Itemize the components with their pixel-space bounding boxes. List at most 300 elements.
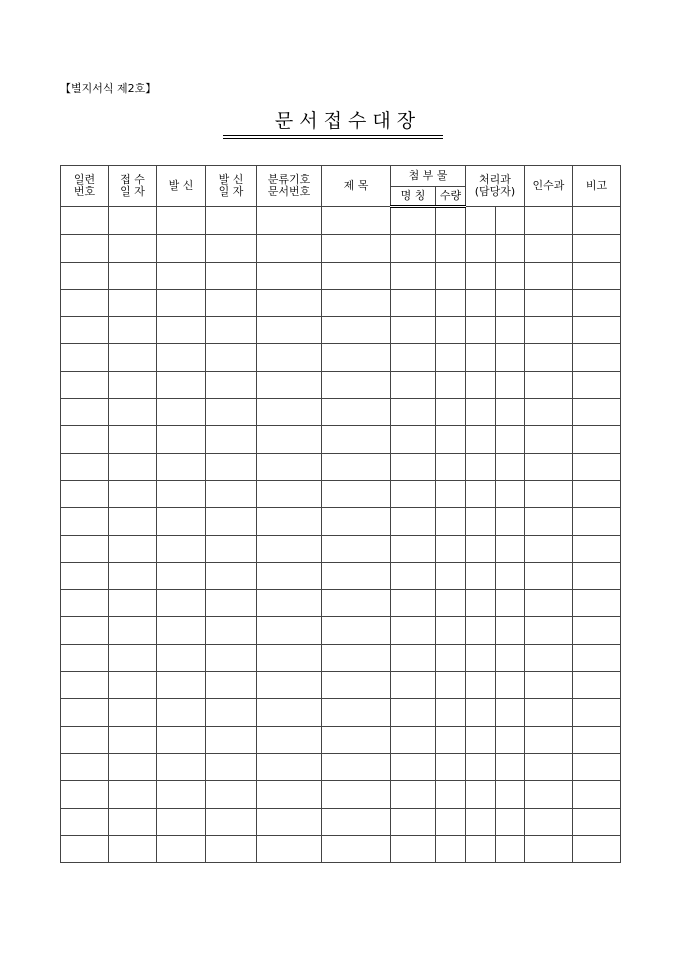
table-cell[interactable] [436,562,466,589]
table-cell[interactable] [525,835,573,862]
table-cell[interactable] [257,726,322,753]
table-cell[interactable] [157,344,206,371]
table-cell[interactable] [391,835,436,862]
table-cell[interactable] [496,371,525,398]
table-cell[interactable] [61,317,109,344]
table-cell[interactable] [466,426,496,453]
table-cell[interactable] [157,781,206,808]
table-cell[interactable] [496,644,525,671]
table-cell[interactable] [109,289,157,316]
table-cell[interactable] [322,617,391,644]
table-cell[interactable] [257,590,322,617]
table-cell[interactable] [525,235,573,262]
table-cell[interactable] [573,399,621,426]
table-cell[interactable] [496,207,525,235]
table-cell[interactable] [61,262,109,289]
table-cell[interactable] [157,535,206,562]
table-cell[interactable] [157,808,206,835]
col-header-attachment-name: 명 칭 [391,187,436,207]
table-cell[interactable] [573,371,621,398]
table-cell[interactable] [466,262,496,289]
table-cell[interactable] [391,453,436,480]
table-cell[interactable] [573,207,621,235]
table-cell[interactable] [109,562,157,589]
table-cell[interactable] [573,835,621,862]
table-cell[interactable] [466,399,496,426]
table-cell[interactable] [573,480,621,507]
table-cell[interactable] [257,480,322,507]
table-cell[interactable] [436,726,466,753]
table-cell[interactable] [257,835,322,862]
table-cell[interactable] [206,562,257,589]
table-cell[interactable] [525,399,573,426]
table-cell[interactable] [61,289,109,316]
table-cell[interactable] [496,835,525,862]
table-cell[interactable] [573,808,621,835]
table-cell[interactable] [466,644,496,671]
table-cell[interactable] [109,535,157,562]
table-cell[interactable] [109,753,157,780]
table-cell[interactable] [206,644,257,671]
form-label: 【별지서식 제2호】 [60,82,157,95]
table-cell[interactable] [436,699,466,726]
table-cell[interactable] [391,753,436,780]
table-cell[interactable] [109,781,157,808]
table-cell[interactable] [391,508,436,535]
table-cell[interactable] [466,590,496,617]
table-cell[interactable] [257,344,322,371]
table-cell[interactable] [573,426,621,453]
table-cell[interactable] [436,781,466,808]
table-cell[interactable] [109,426,157,453]
table-cell[interactable] [322,781,391,808]
table-cell[interactable] [525,617,573,644]
table-cell[interactable] [157,262,206,289]
table-cell[interactable] [496,480,525,507]
table-cell[interactable] [157,617,206,644]
table-cell[interactable] [496,781,525,808]
table-cell[interactable] [157,508,206,535]
table-cell[interactable] [466,371,496,398]
table-cell[interactable] [573,617,621,644]
table-cell[interactable] [206,207,257,235]
table-cell[interactable] [257,399,322,426]
table-cell[interactable] [322,508,391,535]
table-cell[interactable] [391,235,436,262]
table-cell[interactable] [322,453,391,480]
table-cell[interactable] [391,262,436,289]
table-cell[interactable] [61,808,109,835]
table-cell[interactable] [525,426,573,453]
table-cell[interactable] [496,399,525,426]
table-cell[interactable] [206,289,257,316]
col-header-attachment-qty: 수량 [436,187,466,207]
table-cell[interactable] [391,617,436,644]
table-cell[interactable] [436,207,466,235]
table-cell[interactable] [573,317,621,344]
table-cell[interactable] [466,289,496,316]
table-cell[interactable] [322,535,391,562]
table-cell[interactable] [573,508,621,535]
table-cell[interactable] [257,535,322,562]
table-cell[interactable] [436,808,466,835]
table-cell[interactable] [109,262,157,289]
table-cell[interactable] [206,399,257,426]
table-cell[interactable] [525,453,573,480]
table-cell[interactable] [257,617,322,644]
table-cell[interactable] [525,207,573,235]
table-cell[interactable] [466,480,496,507]
table-cell[interactable] [157,562,206,589]
table-cell[interactable] [206,590,257,617]
table-cell[interactable] [322,480,391,507]
table-row [61,289,621,316]
table-cell[interactable] [157,480,206,507]
table-cell[interactable] [61,207,109,235]
table-cell[interactable] [109,672,157,699]
table-cell[interactable] [206,262,257,289]
table-cell[interactable] [496,508,525,535]
table-cell[interactable] [257,699,322,726]
table-cell[interactable] [436,426,466,453]
table-cell[interactable] [391,207,436,235]
table-cell[interactable] [257,644,322,671]
table-cell[interactable] [573,289,621,316]
table-cell[interactable] [573,562,621,589]
table-cell[interactable] [257,808,322,835]
table-cell[interactable] [109,453,157,480]
table-cell[interactable] [496,426,525,453]
table-cell[interactable] [157,317,206,344]
table-cell[interactable] [109,399,157,426]
table-cell[interactable] [206,535,257,562]
table-cell[interactable] [573,644,621,671]
table-cell[interactable] [206,453,257,480]
table-cell[interactable] [322,562,391,589]
table-cell[interactable] [322,726,391,753]
table-cell[interactable] [391,808,436,835]
table-cell[interactable] [391,317,436,344]
table-cell[interactable] [61,426,109,453]
table-cell[interactable] [257,753,322,780]
table-cell[interactable] [436,399,466,426]
table-cell[interactable] [109,699,157,726]
table-cell[interactable] [525,262,573,289]
ledger-body [61,207,621,863]
table-cell[interactable] [525,562,573,589]
table-cell[interactable] [391,726,436,753]
table-cell[interactable] [525,808,573,835]
table-cell[interactable] [109,235,157,262]
table-cell[interactable] [466,699,496,726]
table-cell[interactable] [496,262,525,289]
table-cell[interactable] [573,699,621,726]
table-cell[interactable] [322,207,391,235]
col-header-serial-no: 일련 번호 [61,166,109,207]
table-row [61,426,621,453]
table-row [61,399,621,426]
table-row [61,726,621,753]
table-cell[interactable] [257,508,322,535]
table-cell[interactable] [391,562,436,589]
table-cell[interactable] [206,753,257,780]
table-cell[interactable] [525,289,573,316]
table-cell[interactable] [525,590,573,617]
title-underline [223,135,443,136]
table-cell[interactable] [61,535,109,562]
table-cell[interactable] [466,726,496,753]
table-cell[interactable] [157,590,206,617]
table-cell[interactable] [109,808,157,835]
table-cell[interactable] [322,399,391,426]
table-cell[interactable] [391,781,436,808]
table-cell[interactable] [391,535,436,562]
table-cell[interactable] [61,399,109,426]
table-cell[interactable] [436,672,466,699]
table-cell[interactable] [391,672,436,699]
table-cell[interactable] [391,590,436,617]
table-cell[interactable] [322,426,391,453]
table-cell[interactable] [466,535,496,562]
table-cell[interactable] [257,562,322,589]
table-cell[interactable] [206,699,257,726]
table-cell[interactable] [257,317,322,344]
table-cell[interactable] [391,480,436,507]
table-cell[interactable] [322,344,391,371]
table-cell[interactable] [61,562,109,589]
table-cell[interactable] [496,344,525,371]
table-cell[interactable] [525,753,573,780]
table-cell[interactable] [157,672,206,699]
table-cell[interactable] [61,235,109,262]
table-cell[interactable] [257,453,322,480]
table-cell[interactable] [322,808,391,835]
table-cell[interactable] [206,835,257,862]
table-cell[interactable] [109,344,157,371]
table-cell[interactable] [109,590,157,617]
table-cell[interactable] [466,835,496,862]
table-cell[interactable] [436,835,466,862]
table-cell[interactable] [206,508,257,535]
table-cell[interactable] [157,235,206,262]
table-cell[interactable] [61,672,109,699]
table-cell[interactable] [496,699,525,726]
table-cell[interactable] [573,235,621,262]
table-cell[interactable] [436,289,466,316]
table-cell[interactable] [466,344,496,371]
table-cell[interactable] [61,644,109,671]
table-cell[interactable] [525,371,573,398]
table-cell[interactable] [525,344,573,371]
table-cell[interactable] [109,644,157,671]
table-cell[interactable] [61,453,109,480]
table-cell[interactable] [61,480,109,507]
table-cell[interactable] [391,289,436,316]
table-cell[interactable] [496,562,525,589]
table-cell[interactable] [525,726,573,753]
table-cell[interactable] [436,344,466,371]
table-cell[interactable] [496,289,525,316]
table-cell[interactable] [157,726,206,753]
table-cell[interactable] [391,344,436,371]
table-cell[interactable] [466,453,496,480]
table-cell[interactable] [206,317,257,344]
table-cell[interactable] [109,317,157,344]
table-cell[interactable] [206,781,257,808]
table-cell[interactable] [109,371,157,398]
table-cell[interactable] [157,453,206,480]
table-cell[interactable] [496,672,525,699]
table-cell[interactable] [61,753,109,780]
table-cell[interactable] [157,207,206,235]
table-cell[interactable] [322,590,391,617]
table-cell[interactable] [466,781,496,808]
table-cell[interactable] [61,726,109,753]
table-cell[interactable] [61,835,109,862]
table-cell[interactable] [466,235,496,262]
table-cell[interactable] [322,262,391,289]
table-cell[interactable] [496,617,525,644]
table-cell[interactable] [525,672,573,699]
table-cell[interactable] [525,317,573,344]
table-cell[interactable] [496,808,525,835]
table-cell[interactable] [436,235,466,262]
table-cell[interactable] [157,426,206,453]
table-cell[interactable] [157,371,206,398]
table-cell[interactable] [436,317,466,344]
table-cell[interactable] [322,753,391,780]
table-cell[interactable] [466,617,496,644]
table-cell[interactable] [436,453,466,480]
table-cell[interactable] [436,590,466,617]
table-cell[interactable] [322,835,391,862]
table-cell[interactable] [496,317,525,344]
table-cell[interactable] [496,235,525,262]
table-cell[interactable] [322,371,391,398]
table-cell[interactable] [573,535,621,562]
table-cell[interactable] [109,835,157,862]
table-cell[interactable] [257,781,322,808]
table-cell[interactable] [573,453,621,480]
table-cell[interactable] [322,644,391,671]
table-cell[interactable] [322,289,391,316]
table-cell[interactable] [573,726,621,753]
table-cell[interactable] [322,699,391,726]
table-cell[interactable] [257,262,322,289]
table-cell[interactable] [61,371,109,398]
col-header-class-code: 분류기호 문서번호 [257,166,322,207]
table-cell[interactable] [391,399,436,426]
table-cell[interactable] [436,617,466,644]
table-cell[interactable] [206,480,257,507]
table-cell[interactable] [391,426,436,453]
table-cell[interactable] [466,508,496,535]
table-cell[interactable] [466,207,496,235]
table-cell[interactable] [525,699,573,726]
table-cell[interactable] [61,617,109,644]
table-cell[interactable] [466,753,496,780]
table-cell[interactable] [573,590,621,617]
table-cell[interactable] [206,672,257,699]
table-cell[interactable] [206,235,257,262]
table-cell[interactable] [257,207,322,235]
table-cell[interactable] [573,344,621,371]
table-cell[interactable] [257,371,322,398]
table-cell[interactable] [436,371,466,398]
table-cell[interactable] [496,453,525,480]
table-cell[interactable] [436,480,466,507]
table-cell[interactable] [496,535,525,562]
table-cell[interactable] [525,781,573,808]
table-cell[interactable] [257,289,322,316]
table-cell[interactable] [496,726,525,753]
table-cell[interactable] [525,508,573,535]
table-cell[interactable] [436,644,466,671]
table-cell[interactable] [525,644,573,671]
table-cell[interactable] [436,753,466,780]
table-cell[interactable] [109,508,157,535]
table-cell[interactable] [322,235,391,262]
table-cell[interactable] [573,262,621,289]
table-cell[interactable] [436,535,466,562]
table-cell[interactable] [257,672,322,699]
table-cell[interactable] [322,317,391,344]
table-cell[interactable] [206,617,257,644]
table-cell[interactable] [573,781,621,808]
table-cell[interactable] [466,672,496,699]
table-cell[interactable] [257,235,322,262]
table-cell[interactable] [573,753,621,780]
table-cell[interactable] [496,590,525,617]
table-cell[interactable] [109,726,157,753]
table-cell[interactable] [157,289,206,316]
table-cell[interactable] [206,426,257,453]
table-cell[interactable] [157,644,206,671]
table-row [61,672,621,699]
table-cell[interactable] [157,399,206,426]
table-cell[interactable] [496,753,525,780]
table-cell[interactable] [157,753,206,780]
table-cell[interactable] [466,562,496,589]
table-cell[interactable] [61,508,109,535]
table-cell[interactable] [61,590,109,617]
table-cell[interactable] [206,726,257,753]
table-cell[interactable] [466,317,496,344]
table-cell[interactable] [525,535,573,562]
table-cell[interactable] [157,835,206,862]
table-cell[interactable] [109,617,157,644]
table-cell[interactable] [436,262,466,289]
table-cell[interactable] [391,371,436,398]
table-cell[interactable] [206,808,257,835]
table-cell[interactable] [109,207,157,235]
table-cell[interactable] [436,508,466,535]
table-cell[interactable] [573,672,621,699]
table-cell[interactable] [525,480,573,507]
table-cell[interactable] [109,480,157,507]
table-cell[interactable] [206,371,257,398]
table-cell[interactable] [257,426,322,453]
table-cell[interactable] [61,699,109,726]
table-cell[interactable] [391,644,436,671]
table-cell[interactable] [391,699,436,726]
table-cell[interactable] [466,808,496,835]
table-cell[interactable] [322,672,391,699]
table-cell[interactable] [61,344,109,371]
table-cell[interactable] [61,781,109,808]
table-cell[interactable] [206,344,257,371]
table-cell[interactable] [157,699,206,726]
